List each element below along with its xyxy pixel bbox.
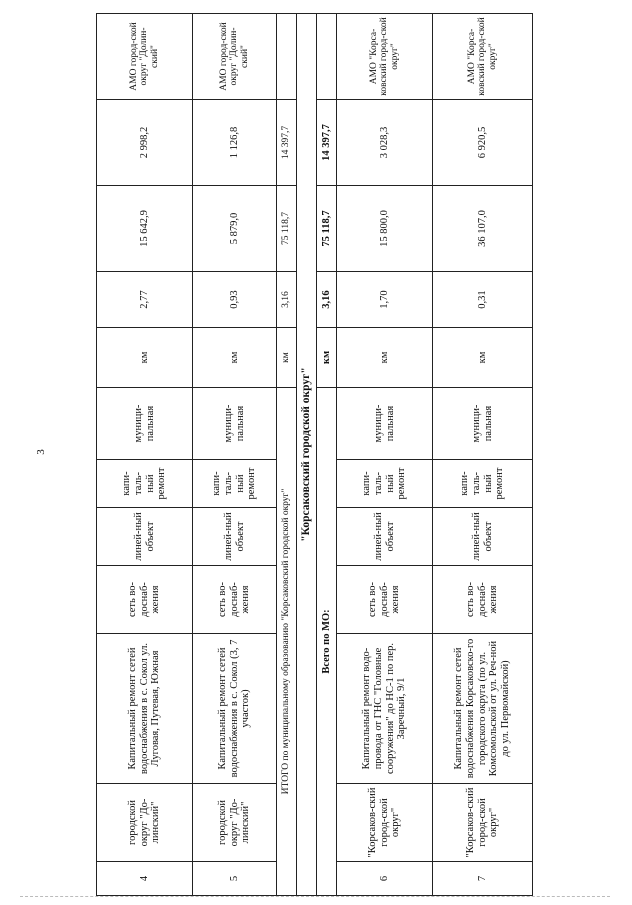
- total-empty: [317, 14, 337, 100]
- ownership: муници-пальная: [193, 388, 277, 460]
- object-type: сеть во-доснаб-жения: [337, 566, 433, 634]
- object-type: сеть во-доснаб-жения: [97, 566, 193, 634]
- length: 2,77: [97, 272, 193, 328]
- page-number: 3: [34, 449, 47, 455]
- cost-total: 5 879,0: [193, 186, 277, 272]
- object-category: линей-ный объект: [97, 508, 193, 566]
- work-type: капи-таль-ный ремонт: [433, 460, 533, 508]
- projects-table: [96, 13, 533, 896]
- section-row: [297, 14, 317, 896]
- table-row: [433, 14, 533, 896]
- subtotal-unit: км: [277, 328, 297, 388]
- total-cost-part: 14 397,7: [317, 100, 337, 186]
- municipality: "Корсаков-ский город-ской округ": [433, 784, 533, 862]
- row-number: 5: [193, 862, 277, 896]
- work-type: капи-таль-ный ремонт: [97, 460, 193, 508]
- cost-part: 2 998,2: [97, 100, 193, 186]
- length: 0,93: [193, 272, 277, 328]
- total-row: [317, 14, 337, 896]
- customer: АМО "Корса-ковский город-ской округ": [433, 14, 533, 100]
- total-label: Всего по МО:: [317, 388, 337, 896]
- object-name: Капитальный ремонт водо-провода от ГНС "Головные сооружения" до НС-1 по пер. Заречный, 9/1: [337, 634, 433, 784]
- object-name: Капитальный ремонт сетей водоснабжения Корсаковско-го городского округа (по ул. Комсомольской от ул. Реч-ной до ул. Первомайской): [433, 634, 533, 784]
- length: 1,70: [337, 272, 433, 328]
- customer: АМО "Корса-ковский город-ской округ": [337, 14, 433, 100]
- table-row: [97, 14, 193, 896]
- row-number: 6: [337, 862, 433, 896]
- municipality: городской округ "До-линский": [97, 784, 193, 862]
- ownership: муници-пальная: [97, 388, 193, 460]
- row-number: 4: [97, 862, 193, 896]
- object-type: сеть во-доснаб-жения: [193, 566, 277, 634]
- rotated-table-stage: [96, 14, 532, 896]
- total-cost-total: 75 118,7: [317, 186, 337, 272]
- municipality: "Корсаков-ский город-ской округ": [337, 784, 433, 862]
- municipality: городской округ "До-линский": [193, 784, 277, 862]
- table-row: [193, 14, 277, 896]
- subtotal-label: ИТОГО по муниципальному образованию "Корсаковский городской округ": [277, 388, 297, 896]
- cost-part: 3 028,3: [337, 100, 433, 186]
- object-type: сеть во-доснаб-жения: [433, 566, 533, 634]
- scan-artifact-line: [20, 896, 610, 897]
- unit: км: [193, 328, 277, 388]
- cost-total: 15 800,0: [337, 186, 433, 272]
- total-length: 3,16: [317, 272, 337, 328]
- work-type: капи-таль-ный ремонт: [337, 460, 433, 508]
- length: 0,31: [433, 272, 533, 328]
- unit: км: [97, 328, 193, 388]
- cost-total: 15 642,9: [97, 186, 193, 272]
- work-type: капи-таль-ный ремонт: [193, 460, 277, 508]
- section-title: "Корсаковский городской округ": [297, 14, 317, 896]
- customer: АМО город-ской округ "Долин-ский": [193, 14, 277, 100]
- cost-part: 1 126,8: [193, 100, 277, 186]
- customer: АМО город-ской округ "Долин-ский": [97, 14, 193, 100]
- subtotal-cost-part: 14 397,7: [277, 100, 297, 186]
- unit: км: [433, 328, 533, 388]
- subtotal-length: 3,16: [277, 272, 297, 328]
- unit: км: [337, 328, 433, 388]
- subtotal-empty: [277, 14, 297, 100]
- cost-total: 36 107,0: [433, 186, 533, 272]
- total-unit: км: [317, 328, 337, 388]
- ownership: муници-пальная: [433, 388, 533, 460]
- object-name: Капитальный ремонт сетей водоснабжения в с. Сокол ул. Луговая, Путевая, Южная: [97, 634, 193, 784]
- subtotal-row: [277, 14, 297, 896]
- object-category: линей-ный объект: [337, 508, 433, 566]
- object-name: Капитальный ремонт сетей водоснабжения в с. Сокол (3, 7 участок): [193, 634, 277, 784]
- table-row: [337, 14, 433, 896]
- ownership: муници-пальная: [337, 388, 433, 460]
- cost-part: 6 920,5: [433, 100, 533, 186]
- subtotal-cost-total: 75 118,7: [277, 186, 297, 272]
- object-category: линей-ный объект: [433, 508, 533, 566]
- row-number: 7: [433, 862, 533, 896]
- object-category: линей-ный объект: [193, 508, 277, 566]
